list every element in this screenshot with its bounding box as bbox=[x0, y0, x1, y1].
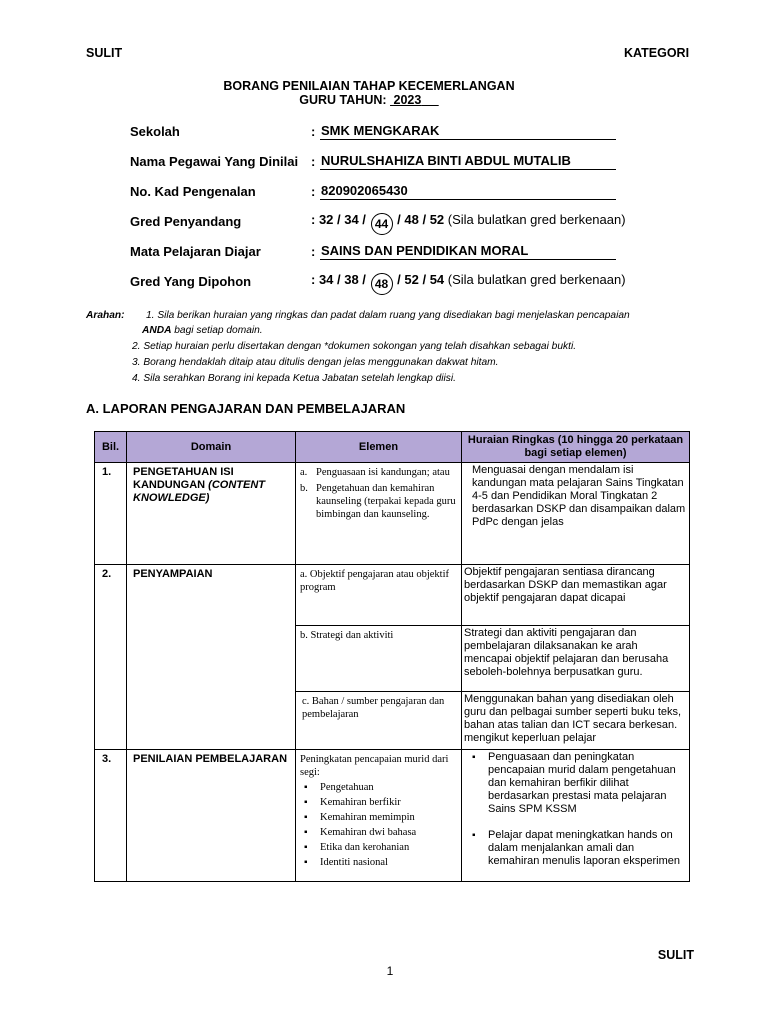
gred-dipohon-label: Gred Yang Dipohon bbox=[130, 274, 252, 289]
table-row bbox=[95, 565, 690, 626]
instruction-1-cont: ANDA bagi setiap domain. bbox=[142, 325, 263, 336]
instruction-4: 4. Sila serahkan Borang ini kepada Ketua Jabatan setelah lengkap diisi. bbox=[132, 373, 456, 384]
table-row bbox=[95, 750, 690, 882]
instructions bbox=[86, 308, 694, 388]
year-value: 2023 bbox=[393, 93, 422, 107]
list-item: ▪ Kemahiran dwi bahasa bbox=[300, 826, 457, 839]
huraian-cell[interactable]: Menggunakan bahan yang disediakan oleh guru dan pelbagai sumber seperti buku teks, bahan atas talian dan ICT secara berkesan. mengikut keperluan pelajar bbox=[462, 692, 690, 750]
nama-label: Nama Pegawai Yang Dinilai bbox=[130, 154, 299, 169]
arahan-label: Arahan: bbox=[86, 310, 125, 321]
row-number: 1. bbox=[95, 463, 127, 565]
colon: : bbox=[311, 184, 316, 199]
form-subtitle bbox=[0, 93, 738, 108]
circled-grade: 48 bbox=[371, 273, 393, 295]
mata-pelajaran-label: Mata Pelajaran Diajar bbox=[130, 244, 261, 259]
col-header-elemen: Elemen bbox=[296, 432, 462, 463]
mata-pelajaran-value: SAINS DAN PENDIDIKAN MORAL bbox=[320, 243, 616, 260]
page-number: 1 bbox=[386, 964, 394, 978]
section-a-title: A. LAPORAN PENGAJARAN DAN PEMBELAJARAN bbox=[86, 401, 406, 416]
colon: : bbox=[311, 154, 316, 169]
huraian-cell[interactable]: Strategi dan aktiviti pengajaran dan pembelajaran dilaksanakan ke arah mencapai objektif pelajaran dan berusaha seboleh-bolehnya berpusatkan guru. bbox=[462, 626, 690, 692]
grade-note: (Sila bulatkan gred berkenaan) bbox=[447, 272, 626, 287]
instruction-1: 1. Sila berikan huraian yang ringkas dan padat dalam ruang yang disediakan bagi menjelaskan pencapaian bbox=[146, 310, 630, 321]
col-header-bil: Bil. bbox=[95, 432, 127, 463]
circled-grade: 44 bbox=[371, 213, 393, 235]
huraian-cell[interactable]: Objektif pengajaran sentiasa dirancang berdasarkan DSKP dan memastikan agar objektif pengajaran dapat dicapai bbox=[462, 565, 690, 626]
list-item: ▪ Kemahiran berfikir bbox=[300, 796, 457, 809]
list-item: ▪ Etika dan kerohanian bbox=[300, 841, 457, 854]
colon: : bbox=[311, 124, 316, 139]
footer-sulit: SULIT bbox=[657, 948, 694, 962]
domain-cell: PENILAIAN PEMBELAJARAN bbox=[127, 750, 296, 882]
header-sulit: SULIT bbox=[86, 46, 123, 60]
gred-penyandang-label: Gred Penyandang bbox=[130, 214, 242, 229]
element-cell: c. Bahan / sumber pengajaran dan pembelajaran bbox=[296, 692, 462, 750]
row-number: 2. bbox=[95, 565, 127, 750]
list-item: ▪ Kemahiran memimpin bbox=[300, 811, 457, 824]
row-number: 3. bbox=[95, 750, 127, 882]
huraian-list bbox=[464, 751, 687, 868]
grade-note: (Sila bulatkan gred berkenaan) bbox=[447, 212, 626, 227]
assessment-table bbox=[94, 431, 690, 882]
kad-label: No. Kad Pengenalan bbox=[130, 184, 256, 199]
element-cell: Peningkatan pencapaian murid dari segi: ▪ Pengetahuan ▪ Kemahiran berfikir ▪ Kemahiran memimpin ▪ Kemahiran dwi bahasa ▪ Etika dan kerohanian ▪ Identiti nasional bbox=[296, 750, 462, 882]
element-cell: a. Objektif pengajaran atau objektif program bbox=[296, 565, 462, 626]
gred-penyandang-options: : 32 / 34 / 44 / 48 / 52 (Sila bulatkan gred berkenaan) bbox=[311, 212, 626, 235]
element-cell: a. Penguasaan isi kandungan; atau b. Pengetahuan dan kemahiran kaunseling (terpakai kepada guru bimbingan dan kaunseling. bbox=[296, 463, 462, 565]
instruction-3: 3. Borang hendaklah ditaip atau ditulis dengan jelas menggunakan dakwat hitam. bbox=[132, 357, 499, 368]
list-item: ▪ Pengetahuan bbox=[300, 781, 457, 794]
kad-value: 820902065430 bbox=[320, 183, 616, 200]
table-row bbox=[95, 463, 690, 565]
element-list bbox=[300, 781, 457, 869]
domain-cell: PENYAMPAIAN bbox=[127, 565, 296, 750]
sekolah-value: SMK MENGKARAK bbox=[320, 123, 616, 140]
element-cell: b. Strategi dan aktiviti bbox=[296, 626, 462, 692]
instruction-2: 2. Setiap huraian perlu disertakan dengan *dokumen sokongan yang telah disahkan sebagai bukti. bbox=[132, 341, 577, 352]
colon: : bbox=[311, 244, 316, 259]
huraian-cell[interactable]: Menguasai dengan mendalam isi kandungan mata pelajaran Sains Tingkatan 4-5 dan Pendidikan Moral Tingkatan 2 berdasarkan DSKP dan disampaikan dalam PdPc dengan jelas bbox=[462, 463, 690, 565]
list-item: ▪ Pelajar dapat meningkatkan hands on dalam menjalankan amali dan kemahiran menulis laporan eksperimen bbox=[464, 829, 687, 868]
domain-cell: PENGETAHUAN ISI KANDUNGAN (CONTENT KNOWLEDGE) bbox=[127, 463, 296, 565]
header-kategori: KATEGORI bbox=[624, 46, 690, 60]
list-item: ▪ Penguasaan dan peningkatan pencapaian murid dalam pengetahuan dan kemahiran berfikir dilihat berdasarkan prestasi mata pelajaran Sains SPM KSSM bbox=[464, 751, 687, 816]
col-header-huraian: Huraian Ringkas (10 hingga 20 perkataan bagi setiap elemen) bbox=[462, 432, 690, 463]
nama-value: NURULSHAHIZA BINTI ABDUL MUTALIB bbox=[320, 153, 616, 170]
col-header-domain: Domain bbox=[127, 432, 296, 463]
guru-tahun-label: GURU TAHUN: bbox=[299, 93, 387, 107]
table-header-row bbox=[95, 432, 690, 463]
gred-dipohon-options: : 34 / 38 / 48 / 52 / 54 (Sila bulatkan gred berkenaan) bbox=[311, 272, 626, 295]
huraian-cell[interactable] bbox=[462, 750, 690, 882]
form-title: BORANG PENILAIAN TAHAP KECEMERLANGAN bbox=[223, 79, 515, 93]
list-item: ▪ Identiti nasional bbox=[300, 856, 457, 869]
sekolah-label: Sekolah bbox=[130, 124, 180, 139]
